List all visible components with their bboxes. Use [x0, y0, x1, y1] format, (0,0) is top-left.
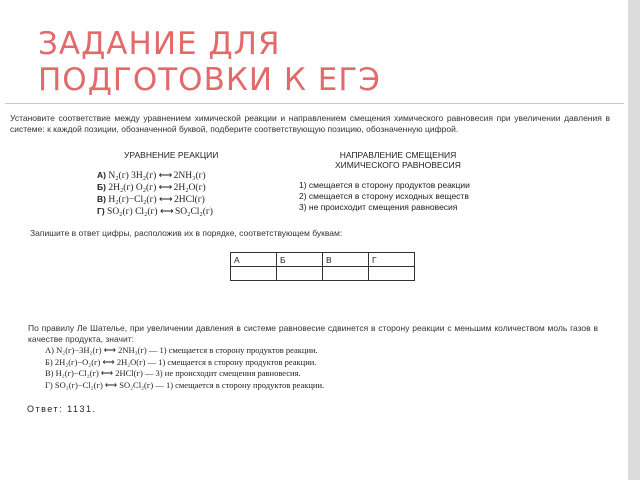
- reaction-row-v: [97, 194, 213, 206]
- option-item: 1) смещается в сторону продуктов реакции: [299, 180, 470, 190]
- answer-header-cell: А: [231, 253, 277, 267]
- title-line-2: ПОДГОТОВКИ К ЕГЭ: [38, 62, 381, 98]
- answer-header-cell: Г: [369, 253, 415, 267]
- header-shift-line-1: НАПРАВЛЕНИЕ СМЕЩЕНИЯ: [339, 150, 457, 160]
- reaction-right: 2NH₃(г): [173, 171, 206, 181]
- answer-value-cell[interactable]: [369, 267, 415, 281]
- solution-list: [45, 345, 324, 391]
- reaction-right: 2H₂O(г): [173, 183, 206, 193]
- answer-header-cell: Б: [277, 253, 323, 267]
- option-item: 2) смещается в сторону исходных веществ: [299, 191, 469, 201]
- reaction-row-b: [97, 182, 213, 194]
- header-reaction-equation: УРАВНЕНИЕ РЕАКЦИИ: [124, 150, 219, 160]
- answer-value-cell[interactable]: [277, 267, 323, 281]
- solution-line: Б) 2H₂(г)−O₂(г) ⟷ 2H₂O(г) — 1) смещается в сторону продуктов реакции.: [45, 356, 317, 367]
- solution-line: Г) SO₂(г)−Cl₂(г) ⟷ SO₂Cl₂(г) — 1) смещается в сторону продуктов реакции.: [45, 379, 325, 390]
- reaction-letter: А): [97, 170, 106, 180]
- solution-line: В) H₂(г)−Cl₂(г) ⟷ 2HCl(г) — 3) не происходит смещения равновесия.: [45, 368, 301, 378]
- solution-intro: По правилу Ле Шателье, при увеличении давления в системе равновесие сдвинется в сторону реакции с меньшим количеством моль газов в качестве продукта, значит:: [28, 323, 598, 344]
- answer-header-cell: В: [323, 253, 369, 267]
- option-list: [299, 180, 470, 213]
- slide-title: [38, 26, 381, 98]
- header-shift-direction: [335, 150, 461, 170]
- title-line-1: ЗАДАНИЕ ДЛЯ: [38, 26, 281, 62]
- answer-table-value-row: [231, 267, 415, 281]
- solution-line: А) N₂(г)−3H₂(г) ⟷ 2NH₃(г) — 1) смещается в сторону продуктов реакции.: [45, 345, 318, 355]
- answer-table-header-row: [231, 253, 415, 267]
- title-divider: [5, 103, 624, 104]
- reaction-left: 2H₂(г) O₂(г): [108, 183, 157, 193]
- final-answer: Ответ: 1131.: [27, 404, 97, 414]
- equilibrium-arrow-icon: ⟷: [159, 195, 172, 205]
- reaction-letter: В): [97, 194, 106, 204]
- reaction-list: [97, 170, 213, 218]
- option-item: 3) не происходит смещения равновесия: [299, 202, 458, 212]
- answer-value-cell[interactable]: [323, 267, 369, 281]
- reaction-right: SO₂Cl₂(г): [174, 207, 213, 217]
- reaction-right: 2HCl(г): [174, 195, 205, 205]
- slide-edge-strip: [628, 0, 640, 480]
- reaction-row-a: [97, 170, 213, 182]
- answer-value-cell[interactable]: [231, 267, 277, 281]
- reaction-letter: Б): [97, 182, 106, 192]
- reaction-left: N₂(г) 3H₂(г): [108, 171, 157, 181]
- reaction-left: H₂(г)−Cl₂(г): [108, 195, 157, 205]
- answer-instruction: Запишите в ответ цифры, расположив их в порядке, соответствующем буквам:: [30, 228, 343, 238]
- reaction-letter: Г): [97, 206, 105, 216]
- equilibrium-arrow-icon: ⟷: [159, 207, 173, 217]
- task-text: Установите соответствие между уравнением химической реакции и направлением смещения химического равновесия при увеличении давления в системе: к каждой позиции, обозначенной буквой, подберите соответствующую позицию, обозначенную цифрой.: [10, 113, 610, 134]
- equilibrium-arrow-icon: ⟷: [158, 183, 172, 193]
- header-shift-line-2: ХИМИЧЕСКОГО РАВНОВЕСИЯ: [335, 160, 461, 170]
- answer-table: [230, 252, 415, 281]
- reaction-row-g: [97, 206, 213, 218]
- reaction-left: SO₂(г) Cl₂(г): [107, 207, 158, 217]
- equilibrium-arrow-icon: ⟷: [158, 171, 172, 181]
